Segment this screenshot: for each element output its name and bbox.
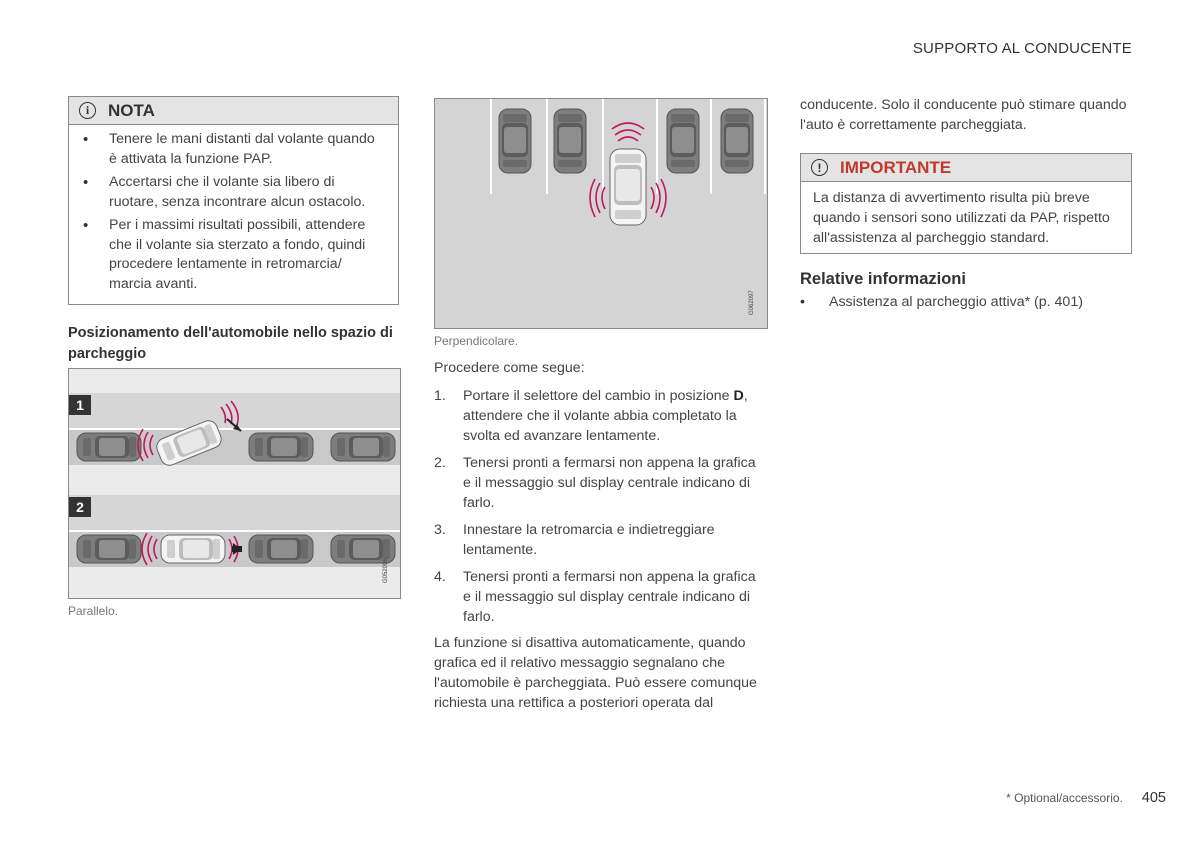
- step-number: 3.: [434, 522, 446, 538]
- warning-icon: !: [811, 159, 828, 176]
- note-item: • Accertarsi che il volante sia libero di ruotare, senza incontrare alcun ostacolo.: [69, 173, 398, 212]
- step-text: Tenersi pronti a fermarsi non appena la grafica e il messaggio sul display centrale indicano di farlo.: [463, 569, 756, 625]
- perpendicular-parking-illustration: [435, 99, 768, 329]
- page-number: 405: [1141, 790, 1166, 806]
- step-number: 1.: [434, 388, 446, 404]
- subheading: Posizionamento dell'automobile nello spazio di parcheggio: [68, 325, 393, 362]
- info-icon: i: [79, 102, 96, 119]
- footer-note: * Optional/accessorio.: [1006, 791, 1123, 805]
- footer: [900, 789, 1166, 807]
- procedure-closing: La funzione si disattiva automaticamente, quando grafica ed il relativo messaggio segnalano che l'automobile è parcheggiata. Può essere comunque richiesta una rettifica a posteriori operata dal: [434, 635, 757, 711]
- continuation-text: conducente. Solo il conducente può stimare quando l'auto è correttamente parcheggiata.: [800, 97, 1127, 133]
- perpendicular-figure-caption: Perpendicolare.: [434, 334, 519, 348]
- note-title: NOTA: [108, 100, 155, 120]
- related-heading: Relative informazioni: [800, 270, 966, 288]
- procedure-intro: Procedere come segue:: [434, 360, 585, 376]
- note-item: • Tenere le mani distanti dal volante quando è attivata la funzione PAP.: [69, 130, 398, 169]
- procedure-step: [434, 453, 763, 513]
- parallel-parking-figure: [68, 368, 401, 599]
- important-body: La distanza di avvertimento risulta più breve quando i sensori sono utilizzati da PAP, rispetto all'assistenza al parcheggio standard.: [813, 190, 1110, 246]
- important-header: [801, 154, 1131, 182]
- parallel-parking-illustration: [69, 369, 401, 599]
- procedure-step: [434, 520, 773, 560]
- step-number: 4.: [434, 569, 446, 585]
- step-bold: D: [733, 388, 744, 404]
- figure-label-2: 2: [76, 499, 84, 515]
- procedure-steps: [434, 386, 770, 634]
- procedure-step: [434, 567, 763, 627]
- important-title: IMPORTANTE: [840, 157, 952, 177]
- section-header: SUPPORTO AL CONDUCENTE: [912, 40, 1132, 57]
- step-text: Innestare la retromarcia e indietreggiare lentamente.: [463, 522, 715, 558]
- step-number: 2.: [434, 455, 446, 471]
- figure-code: G062097: [749, 290, 755, 315]
- note-box: [68, 96, 399, 305]
- procedure-step: [434, 386, 770, 446]
- step-text: , attendere che il volante abbia completato la svolta ed avanzare lentamente.: [463, 388, 748, 444]
- related-list: [800, 292, 1083, 312]
- note-list: [69, 130, 398, 294]
- parallel-figure-caption: Parallelo.: [68, 604, 119, 618]
- note-header: [69, 97, 398, 125]
- figure-label-1: 1: [76, 397, 84, 413]
- related-link[interactable]: • Assistenza al parcheggio attiva* (p. 401): [800, 292, 1083, 312]
- step-text: Portare il selettore del cambio in posizione: [463, 388, 734, 404]
- note-item: • Per i massimi risultati possibili, attendere che il volante sia sterzato a fondo, quindi procedere lentamente in retromarcia/ marcia avanti.: [69, 216, 398, 294]
- figure-code: G052096: [383, 558, 389, 583]
- perpendicular-parking-figure: [434, 98, 768, 329]
- step-text: Tenersi pronti a fermarsi non appena la grafica e il messaggio sul display centrale indicano di farlo.: [463, 455, 756, 511]
- important-box: [800, 153, 1132, 254]
